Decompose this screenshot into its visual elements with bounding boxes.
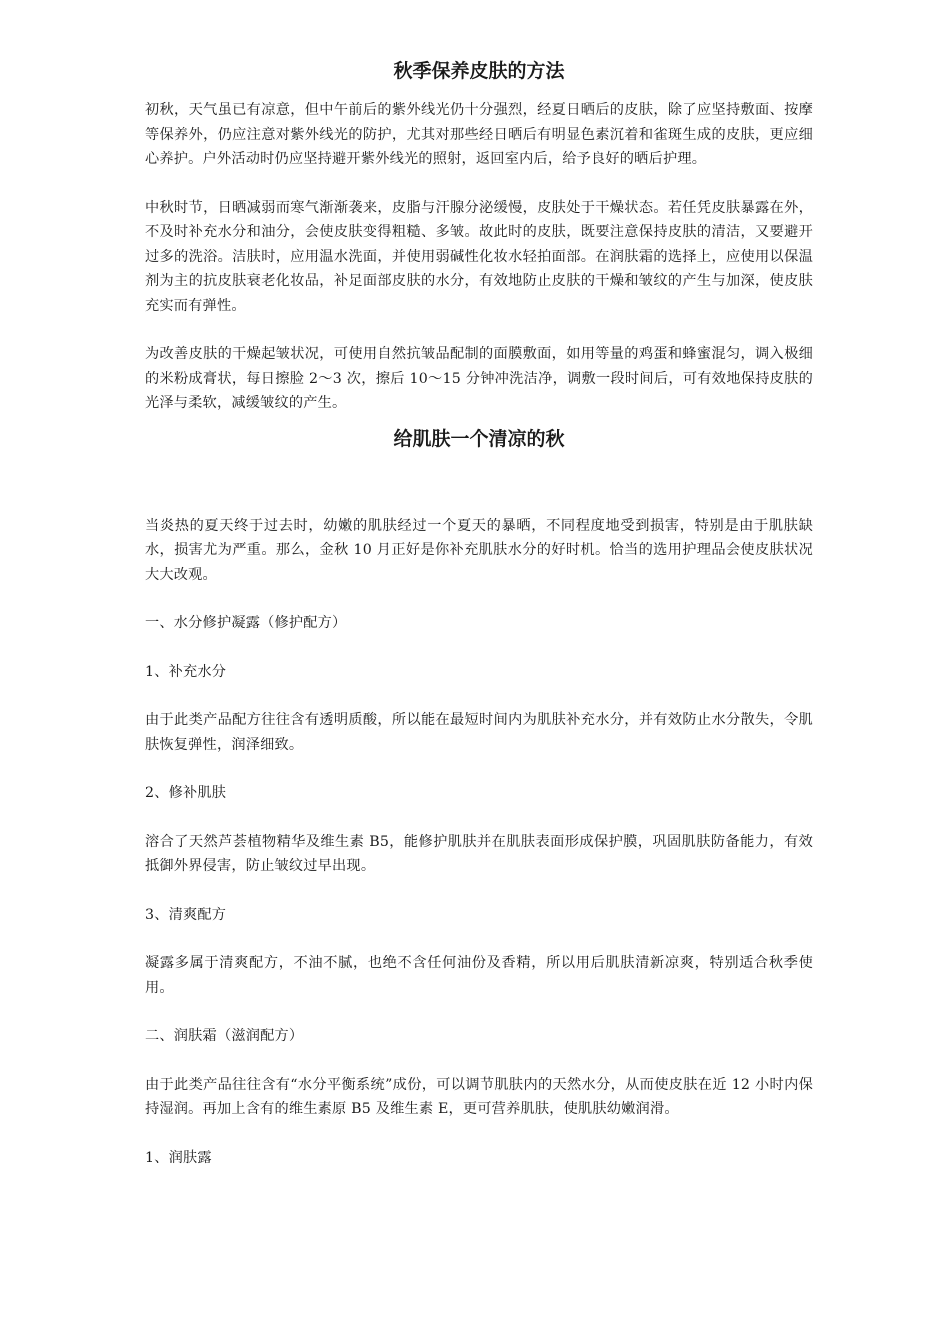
list-heading: 二、润肤霜（滋润配方） <box>145 1028 304 1044</box>
section-title-cool-autumn: 给肌肤一个清凉的秋 <box>393 427 565 450</box>
list-item-heading: 1、补充水分 <box>145 663 227 680</box>
paragraph: 溶合了天然芦荟植物精华及维生素 B5，能修护肌肤并在肌肤表面形成保护膜，巩固肌肤防备能力，有效抵御外界侵害，防止皱纹过早出现。 <box>145 833 813 874</box>
paragraph: 凝露多属于清爽配方，不油不腻，也绝不含任何油份及香精，所以用后肌肤清新凉爽，特别适合秋季使用。 <box>145 955 813 996</box>
paragraph: 初秋，天气虽已有凉意，但中午前后的紫外线光仍十分强烈，经夏日晒后的皮肤，除了应坚持敷面、按摩等保养外，仍应注意对紫外线光的防护，尤其对那些经日晒后有明显色素沉着和雀斑生成的皮肤，更应细心养护。户外活动时仍应坚持避开紫外线光的照射，返回室内后，给予良好的晒后护理。 <box>145 102 813 167</box>
paragraph: 中秋时节，日晒减弱而寒气渐渐袭来，皮脂与汗腺分泌缓慢，皮肤处于干燥状态。若任凭皮肤暴露在外，不及时补充水分和油分，会使皮肤变得粗糙、多皱。故此时的皮肤，既要注意保持皮肤的清洁，又要避开过多的洗浴。洁肤时，应用温水洗面，并使用弱碱性化妆水轻拍面部。在润肤霜的选择上，应使用以保温剂为主的抗皮肤衰老化妆品，补足面部皮肤的水分，有效地防止皮肤的干燥和皱纹的产生与加深，使皮肤充实而有弹性。 <box>145 199 813 314</box>
document-page <box>145 58 813 1194</box>
list-heading: 一、水分修护凝露（修护配方） <box>145 615 347 631</box>
section-title-autumn-skincare: 秋季保养皮肤的方法 <box>393 60 565 82</box>
list-item-heading: 1、润肤露 <box>145 1149 212 1166</box>
paragraph: 由于此类产品往往含有“水分平衡系统”成份，可以调节肌肤内的天然水分，从而使皮肤在近 12 小时内保持湿润。再加上含有的维生素原 B5 及维生素 E，更可营养肌肤，使肌肤幼嫩润滑。 <box>145 1076 813 1117</box>
list-item-heading: 3、清爽配方 <box>145 906 227 923</box>
paragraph: 由于此类产品配方往往含有透明质酸，所以能在最短时间内为肌肤补充水分，并有效防止水分散失，令肌肤恢复弹性，润泽细致。 <box>145 712 813 753</box>
paragraph: 为改善皮肤的干燥起皱状况，可使用自然抗皱品配制的面膜敷面，如用等量的鸡蛋和蜂蜜混匀，调入极细的米粉成膏状，每日擦脸 2～3 次，擦后 10～15 分钟冲洗洁净，调敷一段时间后，可有效地保持皮肤的光泽与柔软，减缓皱纹的产生。 <box>145 346 813 411</box>
list-item-heading: 2、修补肌肤 <box>145 785 227 801</box>
paragraph: 当炎热的夏天终于过去时，幼嫩的肌肤经过一个夏天的暴晒，不同程度地受到损害，特别是由于肌肤缺水，损害尤为严重。那么，金秋 10 月正好是你补充肌肤水分的好时机。恰当的选用护理品会使皮肤状况大大改观。 <box>145 517 813 583</box>
